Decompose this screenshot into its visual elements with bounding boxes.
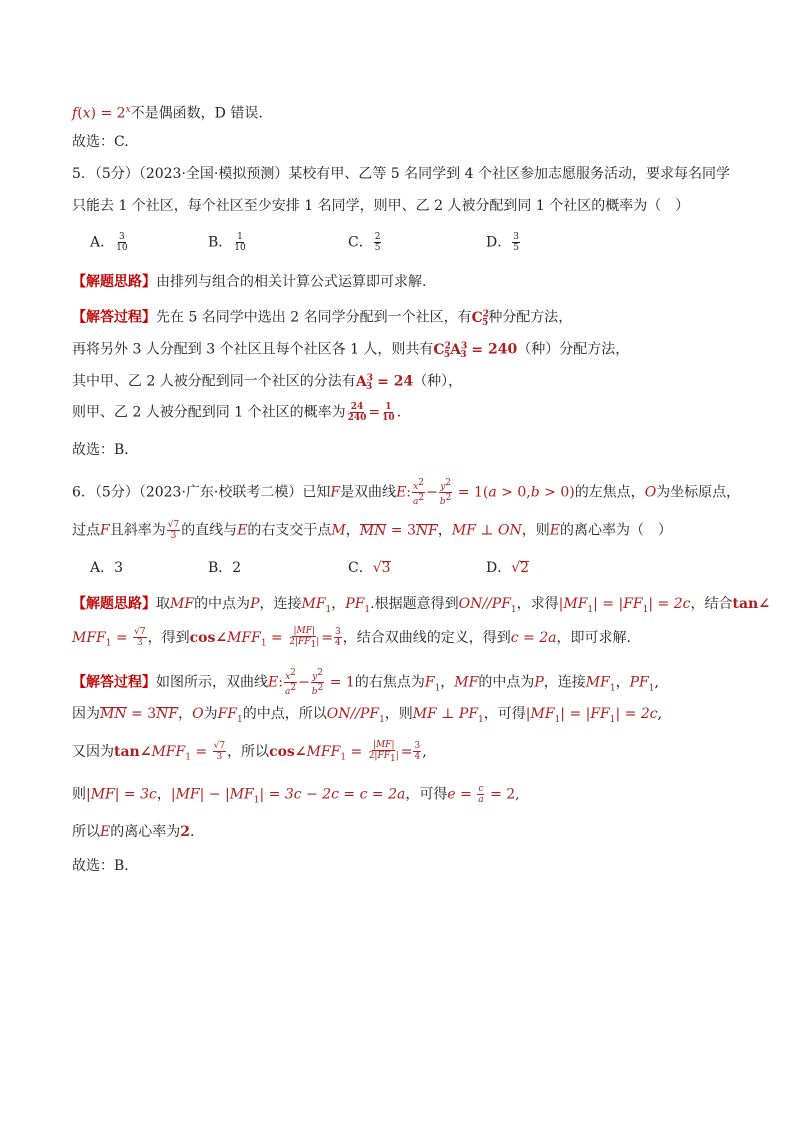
q5-answer: 故选：B． — [72, 442, 139, 458]
q6-solution-3: 又因为$\tan\angle MFF_1$ = $\frac{√7}{3}$ ，所以$\cos\angle MFF_1$ = $\frac{|MF|}{2|FF_1|}$ = $\frac{3}{4}$ , — [72, 740, 427, 764]
q5-stem-line1: 5．（5分）（2023·全国·模拟预测）某校有甲、乙等 5 名同学到 4 个社区参加志愿服务活动，要求每名同学 — [72, 166, 730, 182]
q5-option-b[interactable]: B． $\frac{1}{10}$ — [208, 232, 246, 253]
q5-stem-line2: 只能去 1 个社区，每个社区至少安排 1 名同学，则甲、乙 2 人被分配到同 1 个社区的概率为（ ） — [72, 198, 690, 214]
q6-option-a[interactable]: A．3 — [90, 560, 124, 576]
q6-answer: 故选：B. — [72, 858, 129, 874]
q5-solution-4: 则甲、乙 2 人被分配到同 1 个社区的概率为 $\frac{24}{240}$ = $\frac{1}{10}$ . — [72, 402, 402, 423]
q5-option-d[interactable]: D． $\frac{3}{5}$ — [486, 232, 519, 253]
q6-option-b[interactable]: B．2 — [208, 560, 242, 576]
q5-option-c[interactable]: C． $\frac{2}{5}$ — [348, 232, 381, 253]
q6-option-d[interactable]: D．√2 — [486, 560, 530, 576]
text-line-fx: $f(x) = 2^x$不是偶函数，D 错误. — [72, 105, 263, 122]
q6-idea-2: $MFF_1$ = $\frac{√7}{3}$ ，得到$\cos\angle MFF_1$ = $\frac{|MF|}{2|FF_1|}$ = $\frac{3}{4}$ ，结合双曲线的定义，得到c = 2a，即可求解. — [72, 626, 631, 650]
text-not-even: 不是偶函数，D 错误. — [130, 105, 263, 122]
q5-solution-1: 【解答过程】先在 5 名同学中选出 2 名同学分配到一个社区，有$C^2_5$种分配方法， — [72, 309, 573, 329]
math-fx: f — [72, 105, 78, 122]
q6-stem-line2: 过点F且斜率为 $\frac{√7}{3}$ 的直线与E的右支交于点M，MN = 3NF，MF ⊥ ON，则E的离心率为（ ） — [72, 520, 672, 541]
q6-solution-2: 因为MN = 3NF，O为$FF_1$的中点，所以$ON//PF_1$，则MF ⊥ $PF_1$，可得$|MF_1| = |FF_1| = 2c$, — [72, 706, 663, 725]
answer-prev: 故选：C. — [72, 134, 129, 150]
q6-idea-1: 【解题思路】取MF的中点为P，连接$MF_1$，$PF_1$.根据题意得到$ON//PF_1$，求得$|MF_1| = |FF_1| = 2c$，结合tan∠ — [72, 596, 770, 615]
q6-solution-5: 所以E的离心率为2. — [72, 824, 195, 840]
q6-stem-line1: 6．（5分）（2023·广东·校联考二模）已知F是双曲线E: $\frac{x^2}{a^2}$ − $\frac{y^2}{b^2}$ = 1(a > 0,b > 0)的左焦点，O为坐标原点， — [72, 478, 741, 507]
q5-solution-2: 再将另外 3 人分配到 3 个社区且每个社区各 1 人，则共有$C^2_5A^3_3 = 240$（种）分配方法， — [72, 341, 630, 361]
q6-solution-1: 【解答过程】如图所示，双曲线E: $\frac{x^2}{a^2}$ − $\frac{y^2}{b^2}$ = 1的右焦点为$F_1$，MF的中点为P，连接$MF_1$，$PF_1$, — [72, 668, 659, 697]
q5-idea: 【解题思路】由排列与组合的相关计算公式运算即可求解. — [72, 274, 427, 290]
q5-option-a[interactable]: A． $\frac{3}{10}$ — [90, 232, 128, 253]
q6-solution-4: 则|MF| = 3c，$|MF| - |MF_1| = 3c - 2c = c = 2a$，可得e = $\frac{c}{a}$ = 2, — [72, 784, 520, 806]
q5-solution-3: 其中甲、乙 2 人被分配到同一个社区的分法有$A^3_3 = 24$（种）， — [72, 373, 463, 393]
q6-option-c[interactable]: C．√3 — [348, 560, 391, 576]
